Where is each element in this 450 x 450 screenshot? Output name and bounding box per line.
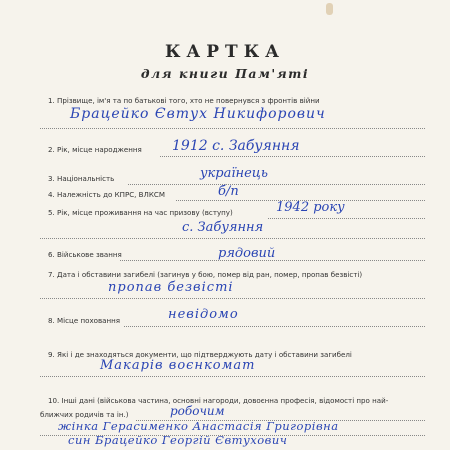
- field-1-value: Брацейко Євтух Никифорович: [70, 106, 326, 122]
- field-9-label: 9. Які і де знаходяться документи, що підтверджують дату і обставини загибелі: [48, 350, 352, 359]
- field-10-label-2: ближчих родичів та ін.): [40, 410, 129, 419]
- punch-hole: [326, 3, 333, 15]
- field-6-value: рядовий: [218, 246, 276, 261]
- field-3-value: українець: [200, 166, 268, 181]
- field-4-label: 4. Належність до КПРС, ВЛКСМ: [48, 190, 165, 199]
- card-title: КАРТКА: [164, 42, 286, 62]
- field-9-value: Макарів воєнкомат: [100, 358, 256, 373]
- field-1-rule: [40, 128, 425, 129]
- field-7-value: пропав безвісті: [108, 280, 234, 295]
- field-6-label: 6. Військове звання: [48, 250, 122, 259]
- field-4-value: б/п: [218, 184, 239, 199]
- field-2-label: 2. Рік, місце народження: [48, 145, 142, 154]
- field-5-rule-2: [40, 238, 425, 239]
- field-5-rule: [268, 218, 425, 219]
- field-10-value-2: жінка Герасименко Анастасія Григорівна: [58, 419, 339, 433]
- field-5-value-2: с. Забуяння: [182, 220, 264, 235]
- field-8-value: невідомо: [168, 307, 239, 322]
- card-subtitle: для книги Пам'яті: [140, 66, 310, 81]
- field-7-rule: [40, 298, 425, 299]
- field-5-value: 1942 року: [276, 200, 345, 215]
- field-3-rule: [128, 184, 425, 185]
- field-9-rule: [40, 376, 425, 377]
- field-10-value-3: син Брацейко Георгій Євтухович: [68, 433, 288, 447]
- field-8-rule: [124, 326, 425, 327]
- field-5-label: 5. Рік, місце проживання на час призову (вступу): [48, 208, 233, 217]
- field-3-label: 3. Національність: [48, 174, 115, 183]
- field-2-rule: [160, 156, 425, 157]
- field-7-label: 7. Дата і обставини загибелі (загинув у бою, помер від ран, помер, пропав безвісті): [48, 270, 363, 279]
- field-10-label: 10. Інші дані (військова частина, основні нагороди, довоєнна професія, відомості про най-: [48, 396, 389, 405]
- field-10-value: робочим: [170, 404, 225, 418]
- field-1-label: 1. Прізвище, ім'я та по батькові того, хто не повернувся з фронтів війни: [48, 96, 320, 105]
- field-8-label: 8. Місце поховання: [48, 316, 121, 325]
- field-2-value: 1912 с. Забуяння: [172, 138, 300, 154]
